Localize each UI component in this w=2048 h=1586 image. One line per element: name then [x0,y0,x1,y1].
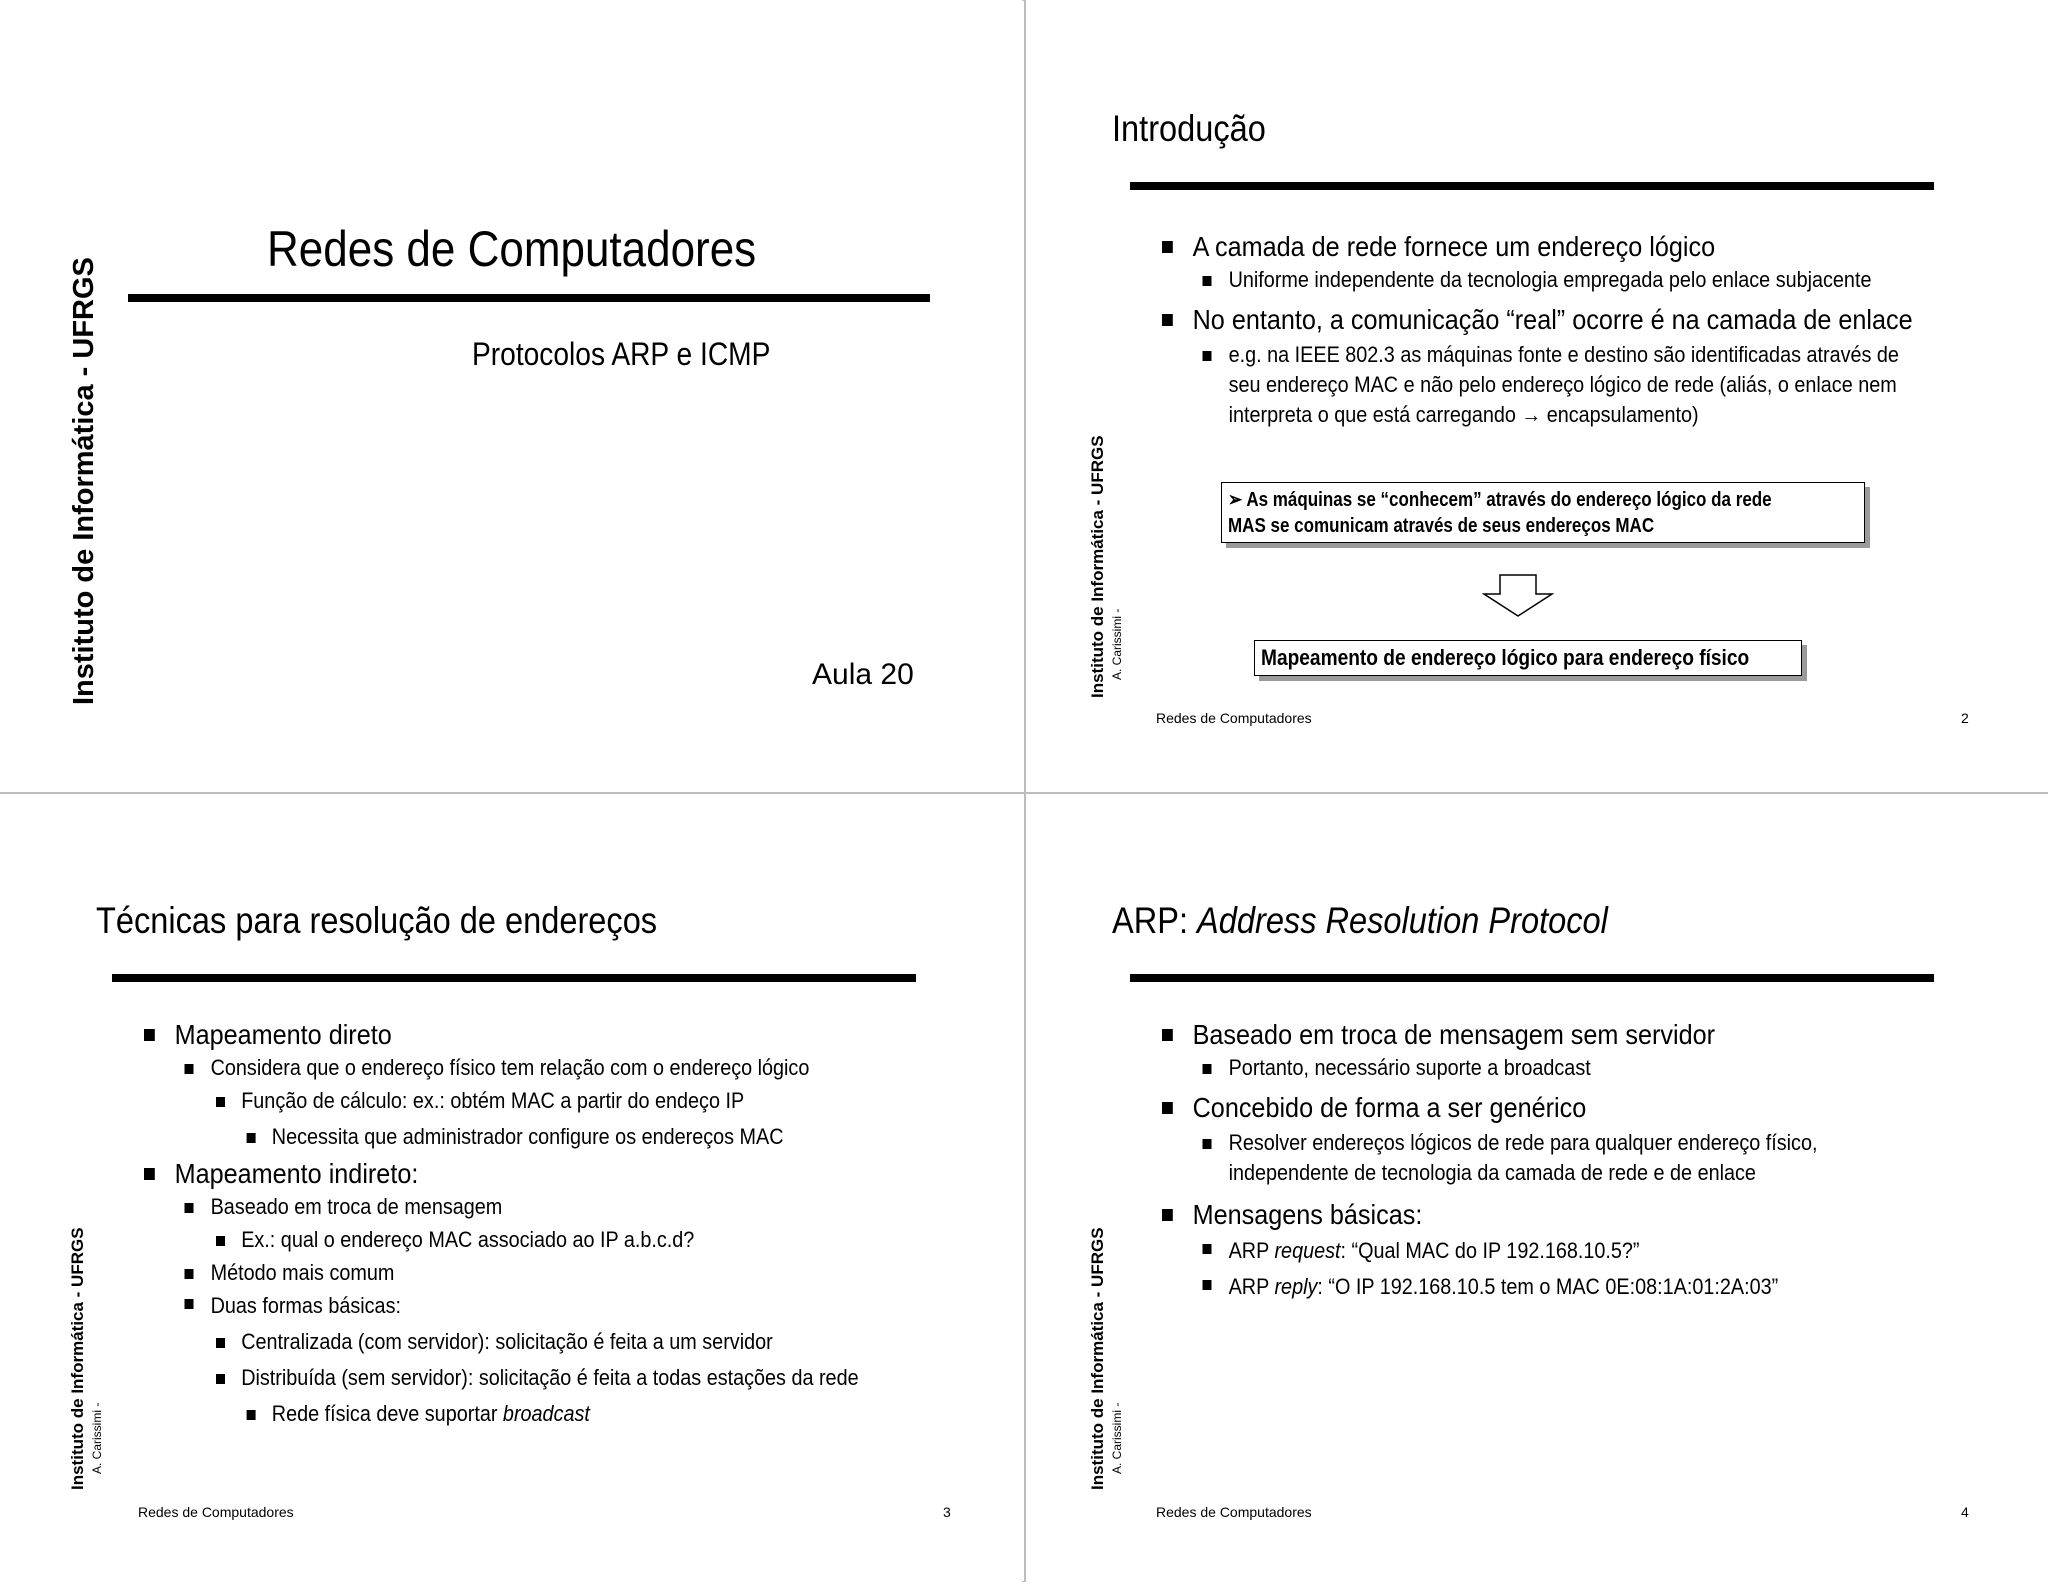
bullet-item: Baseado em troca de mensagem sem servidor [1162,1016,1817,1053]
bullet-continuation: interpreta o que está carregando → encapsulamento) [1228,402,1699,427]
bullet-item [1162,1233,1817,1269]
vertical-author-label: A. Carissimi - [90,1402,104,1474]
slide-title [1112,900,1608,942]
bullet-item [1162,1269,1817,1305]
bullet-text: ARP [1228,1238,1275,1263]
box-line: Mapeamento de endereço lógico para endereço físico [1261,645,1750,670]
bullet-text-emphasis: request [1274,1238,1341,1263]
box-line: MAS se comunicam através de seus endereços MAC [1228,515,1655,537]
footer-course: Redes de Computadores [138,1504,294,1520]
vertical-author-label: A. Carissimi - [1110,1402,1124,1474]
bullet-continuation: independente de tecnologia da camada de rede e de enlace [1228,1160,1756,1185]
slide-title: Introdução [1112,108,1266,149]
box-line: ➢ As máquinas se “conhecem” através do endereço lógico da rede [1228,489,1772,511]
footer-course: Redes de Computadores [1156,710,1312,726]
slide-3 [0,794,1022,1586]
bullet-item: Mapeamento direto [144,1016,859,1053]
bullet-item: Necessita que administrador configure os endereços MAC [144,1119,859,1155]
bullet-item: e.g. na IEEE 802.3 as máquinas fonte e destino são identificadas através de [1162,340,1913,370]
bullet-list [144,1016,859,1432]
title-text: ARP: [1112,900,1198,941]
vertical-institute-label: Instituto de Informática - UFRGS [1088,435,1107,698]
down-arrow-icon [1482,574,1554,618]
bullet-item: Uniforme independente da tecnologia empregada pelo enlace subjacente [1162,265,1913,295]
bullet-item: Considera que o endereço físico tem relação com o endereço lógico [144,1053,859,1083]
bullet-item: Função de cálculo: ex.: obtém MAC a partir do endeço IP [144,1083,859,1119]
bullet-item: Baseado em troca de mensagem [144,1192,859,1222]
bullet-list [1162,228,1913,430]
bullet-item [144,1396,859,1432]
bullet-item: Portanto, necessário suporte a broadcast [1162,1053,1817,1083]
vertical-institute-label: Instituto de Informática - UFRGS [68,1227,87,1490]
highlight-box-mapping [1254,640,1802,676]
slide-4 [1026,794,2048,1586]
bullet-item: Método mais comum [144,1258,859,1288]
title-text-emphasis: Address Resolution Protocol [1197,900,1608,941]
bullet-list [1162,1016,1817,1305]
bullet-item: Mapeamento indireto: [144,1155,859,1192]
title-rule [128,294,930,302]
bullet-item: Ex.: qual o endereço MAC associado ao IP a.b.c.d? [144,1222,859,1258]
slide-2 [1026,0,2048,792]
title-rule [1130,974,1934,982]
title-rule [112,974,916,982]
bullet-text: ARP [1228,1274,1275,1299]
vertical-institute-label: Instituto de Informática - UFRGS [1088,1227,1107,1490]
bullet-item: Centralizada (com servidor): solicitação é feita a um servidor [144,1324,859,1360]
slide-subtitle: Protocolos ARP e ICMP [472,336,771,372]
page-number: 2 [1961,710,1969,726]
bullet-continuation: seu endereço MAC e não pelo endereço lógico de rede (aliás, o enlace nem [1228,372,1897,397]
slide-1 [0,0,1022,792]
bullet-item: No entanto, a comunicação “real” ocorre é na camada de enlace [1162,301,1913,338]
bullet-item: Distribuída (sem servidor): solicitação é feita a todas estações da rede [144,1360,859,1396]
page-number: 3 [943,1504,951,1520]
vertical-author-label: A. Carissimi - [1110,608,1124,680]
footer-course: Redes de Computadores [1156,1504,1312,1520]
bullet-text: : “Qual MAC do IP 192.168.10.5?” [1340,1238,1640,1263]
bullet-item: Concebido de forma a ser genérico [1162,1089,1817,1126]
bullet-text: : “O IP 192.168.10.5 tem o MAC 0E:08:1A:01:2A:03” [1317,1274,1779,1299]
highlight-box-concept [1221,482,1865,543]
bullet-text-emphasis: broadcast [502,1401,590,1426]
bullet-item: A camada de rede fornece um endereço lógico [1162,228,1913,265]
bullet-item: Mensagens básicas: [1162,1196,1817,1233]
bullet-item: Resolver endereços lógicos de rede para qualquer endereço físico, [1162,1128,1817,1158]
slide-title: Técnicas para resolução de endereços [96,900,658,941]
vertical-institute-label: Instituto de Informática - UFRGS [68,257,100,705]
bullet-item: Duas formas básicas: [144,1288,859,1324]
bullet-text: Rede física deve suportar [271,1401,503,1426]
slide-title: Redes de Computadores [267,221,757,277]
title-rule [1130,182,1934,190]
bullet-text-emphasis: reply [1274,1274,1318,1299]
page-number: 4 [1961,1504,1969,1520]
lecture-number: Aula 20 [812,658,914,691]
